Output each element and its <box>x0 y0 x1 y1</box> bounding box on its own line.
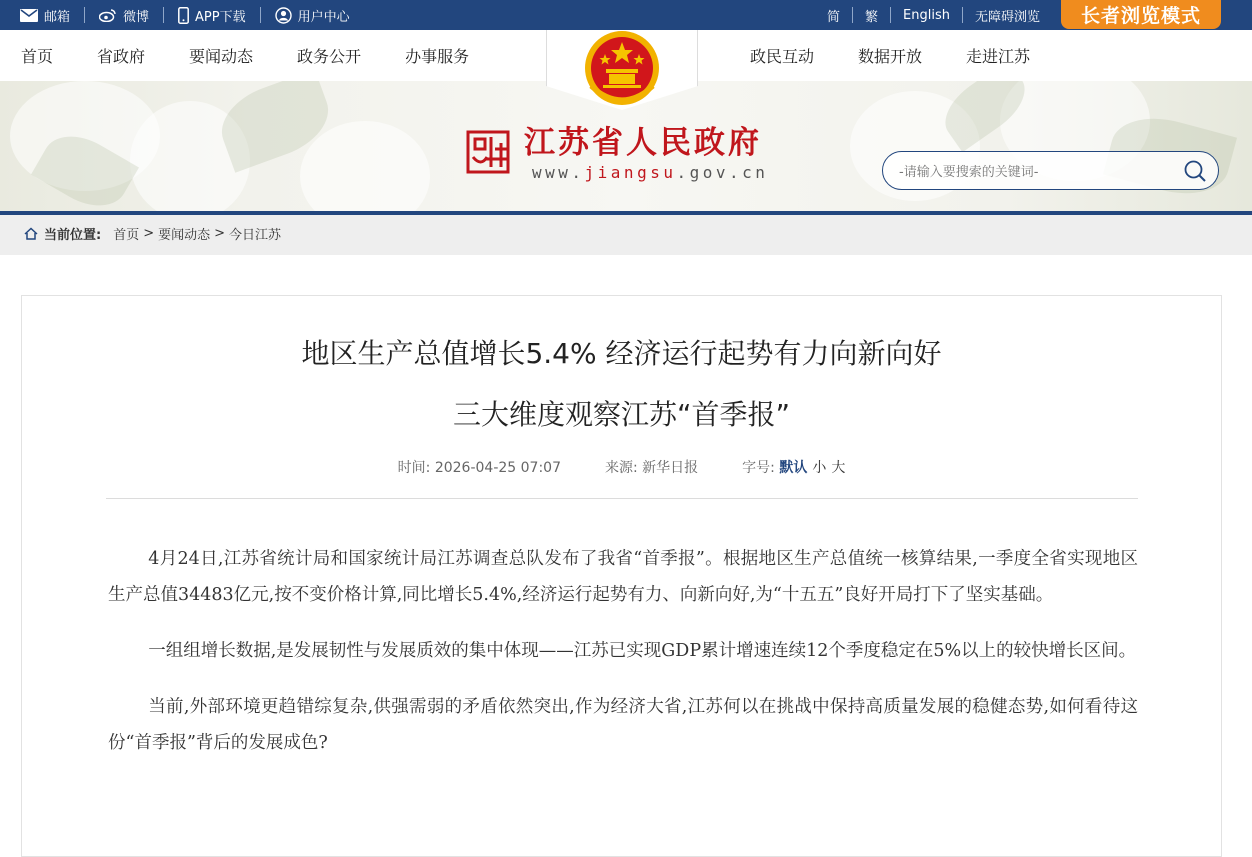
breadcrumb-news[interactable]: 要闻动态 <box>158 228 211 243</box>
article-body <box>108 541 1138 781</box>
divider <box>84 7 85 23</box>
app-download-link[interactable] <box>178 6 246 25</box>
breadcrumb-inner <box>24 215 281 252</box>
home-icon <box>24 227 38 240</box>
divider <box>890 7 891 23</box>
article-paragraph: 4月24日,江苏省统计局和国家统计局江苏调查总队发布了我省“首季报”。根据地区生产总值统一核算结果,一季度全省实现地区生产总值34483亿元,按不变价格计算,同比增长5.4%,经济运行起势有力、向新向好,为“十五五”良好开局打下了坚实基础。 <box>108 549 1138 605</box>
elder-mode-button[interactable]: 长者浏览模式 <box>1061 0 1221 29</box>
top-utility-bar <box>0 0 1252 30</box>
font-size-controls <box>742 457 845 477</box>
font-size-large[interactable]: 大 <box>831 460 846 476</box>
user-center-link[interactable] <box>275 6 350 25</box>
top-right-links <box>827 0 1040 30</box>
simplified-chinese-link[interactable]: 简 <box>827 9 841 25</box>
breadcrumb-label: 当前位置: <box>44 228 102 243</box>
nav-open-data[interactable]: 数据开放 <box>858 47 923 66</box>
nav-about-jiangsu[interactable]: 走进江苏 <box>966 47 1031 66</box>
divider <box>962 7 963 23</box>
nav-news[interactable]: 要闻动态 <box>189 47 254 66</box>
breadcrumb-today-jiangsu[interactable]: 今日江苏 <box>229 228 282 243</box>
url-suffix: .gov.cn <box>676 163 769 182</box>
site-url <box>532 163 768 182</box>
weibo-label: 微博 <box>123 9 150 25</box>
mail-icon <box>20 9 38 22</box>
nav-right <box>750 30 1030 81</box>
divider <box>852 7 853 23</box>
site-name[interactable]: 江苏省人民政府 <box>524 125 762 161</box>
search-box <box>882 151 1219 190</box>
article-title-line2: 三大维度观察江苏“首季报” <box>452 398 790 431</box>
traditional-chinese-link[interactable]: 繁 <box>865 9 879 25</box>
english-link[interactable]: English <box>903 7 950 23</box>
article-source <box>605 457 698 477</box>
mail-link[interactable] <box>20 6 70 25</box>
breadcrumb-separator: > <box>214 226 226 241</box>
url-prefix: www. <box>532 163 585 182</box>
weibo-icon <box>99 8 117 22</box>
font-size-small[interactable]: 小 <box>812 460 827 476</box>
accessibility-link[interactable]: 无障碍浏览 <box>974 9 1040 25</box>
font-size-default[interactable]: 默认 <box>779 460 808 476</box>
article-title-line1: 地区生产总值增长5.4% 经济运行起势有力向新向好 <box>301 337 942 370</box>
publish-time <box>398 457 561 477</box>
site-logo-icon[interactable] <box>465 129 511 175</box>
divider <box>260 7 261 23</box>
phone-icon <box>178 7 189 24</box>
breadcrumb <box>0 215 1252 255</box>
nav-provincial-gov[interactable]: 省政府 <box>97 47 146 66</box>
mail-label: 邮箱 <box>44 9 71 25</box>
source-label: 来源: <box>605 460 638 476</box>
article-paragraph: 一组组增长数据,是发展韧性与发展质效的集中体现——江苏已实现GDP累计增速连续12个季度稳定在5%以上的较快增长区间。 <box>148 641 1137 661</box>
article-paragraph: 当前,外部环境更趋错综复杂,供强需弱的矛盾依然突出,作为经济大省,江苏何以在挑战中保持高质量发展的稳健态势,如何看待这份“首季报”背后的发展成色? <box>108 697 1138 753</box>
time-value: 2026-04-25 07:07 <box>434 460 561 476</box>
meta-divider <box>106 498 1138 499</box>
search-icon[interactable] <box>1184 160 1206 182</box>
weibo-link[interactable] <box>99 6 149 25</box>
search-input[interactable] <box>897 160 1171 184</box>
user-icon <box>275 7 292 24</box>
breadcrumb-home[interactable]: 首页 <box>113 228 140 243</box>
article-card <box>21 295 1222 857</box>
font-size-label: 字号: <box>742 460 775 476</box>
nav-gov-affairs[interactable]: 政务公开 <box>297 47 362 66</box>
time-label: 时间: <box>397 460 431 476</box>
article-meta <box>22 457 1221 477</box>
decor-flower <box>300 121 430 212</box>
divider <box>163 7 164 23</box>
app-label: APP下载 <box>195 9 246 25</box>
nav-interaction[interactable]: 政民互动 <box>750 47 815 66</box>
source-value: 新华日报 <box>642 460 699 476</box>
nav-left <box>21 30 469 81</box>
nav-home[interactable]: 首页 <box>21 47 54 66</box>
user-label: 用户中心 <box>297 9 350 25</box>
nav-services[interactable]: 办事服务 <box>405 47 470 66</box>
url-domain: jiangsu <box>584 163 677 182</box>
breadcrumb-separator: > <box>143 226 155 241</box>
top-left-links <box>20 0 350 30</box>
